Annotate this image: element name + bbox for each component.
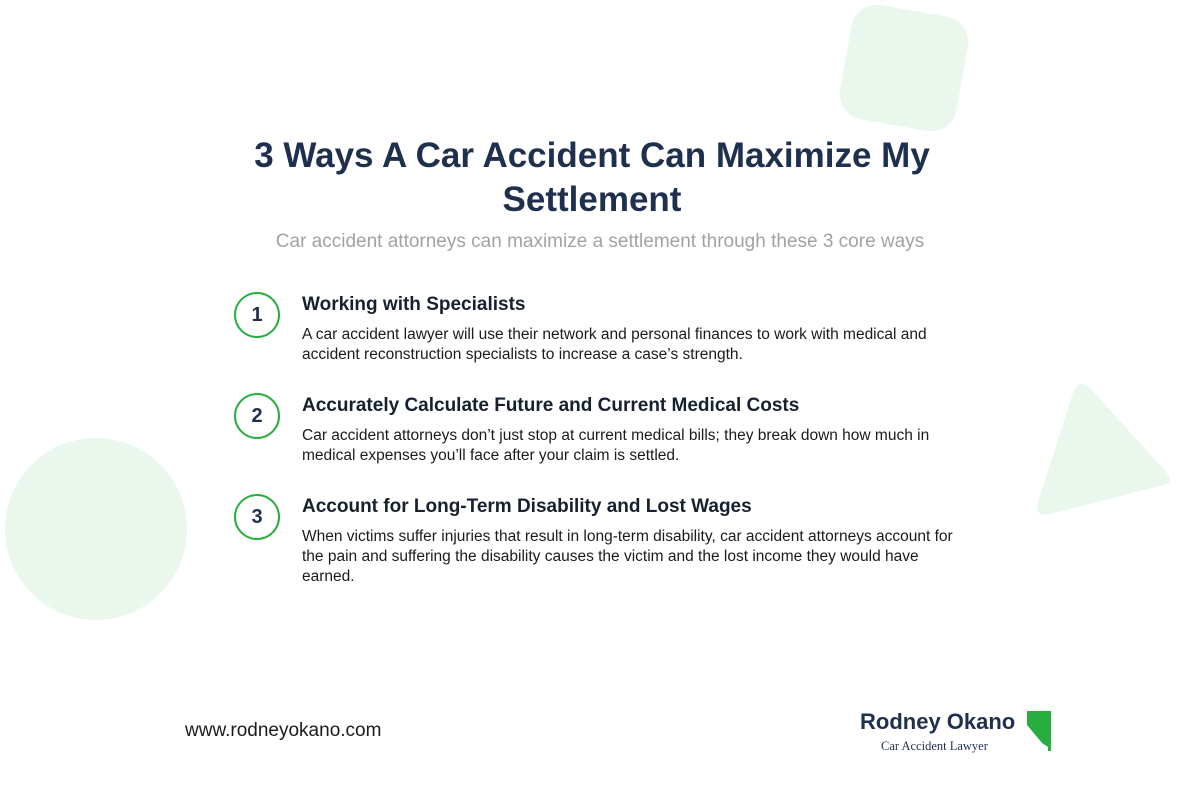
logo-name: Rodney Okano: [860, 709, 1016, 734]
website-url: www.rodneyokano.com: [185, 720, 382, 741]
item-description: Car accident attorneys don’t just stop at current medical bills; they break down how much in medical expenses you’ll face after your claim is settled.: [302, 427, 930, 464]
list-item: [234, 292, 954, 393]
item-title: Accurately Calculate Future and Current Medical Costs: [302, 395, 800, 416]
brand-logo: [858, 708, 1058, 758]
item-title: Working with Specialists: [302, 294, 526, 315]
list-item: [234, 393, 954, 494]
number-badge: 1: [234, 292, 280, 338]
item-description: When victims suffer injuries that result in long-term disability, car accident attorneys account for the pain and suffering the disability causes the victim and the lost income they would have earned.: [302, 528, 953, 585]
number-badge: 2: [234, 393, 280, 439]
number-badge: 3: [234, 494, 280, 540]
logo-tagline: Car Accident Lawyer: [881, 739, 988, 753]
list-item: [234, 494, 954, 594]
page-subtitle: Car accident attorneys can maximize a settlement through these 3 core ways: [275, 231, 925, 252]
nevada-state-shape-icon: [1026, 710, 1052, 752]
decorative-circle: [5, 438, 187, 620]
page-title: 3 Ways A Car Accident Can Maximize My Settlement: [254, 136, 930, 219]
ways-list: [234, 292, 954, 594]
decorative-triangle: [1030, 380, 1175, 525]
decorative-rounded-square: [836, 1, 972, 136]
item-title: Account for Long-Term Disability and Lost Wages: [302, 496, 752, 517]
item-description: A car accident lawyer will use their network and personal finances to work with medical and accident reconstruction specialists to increase a case’s strength.: [302, 326, 927, 363]
